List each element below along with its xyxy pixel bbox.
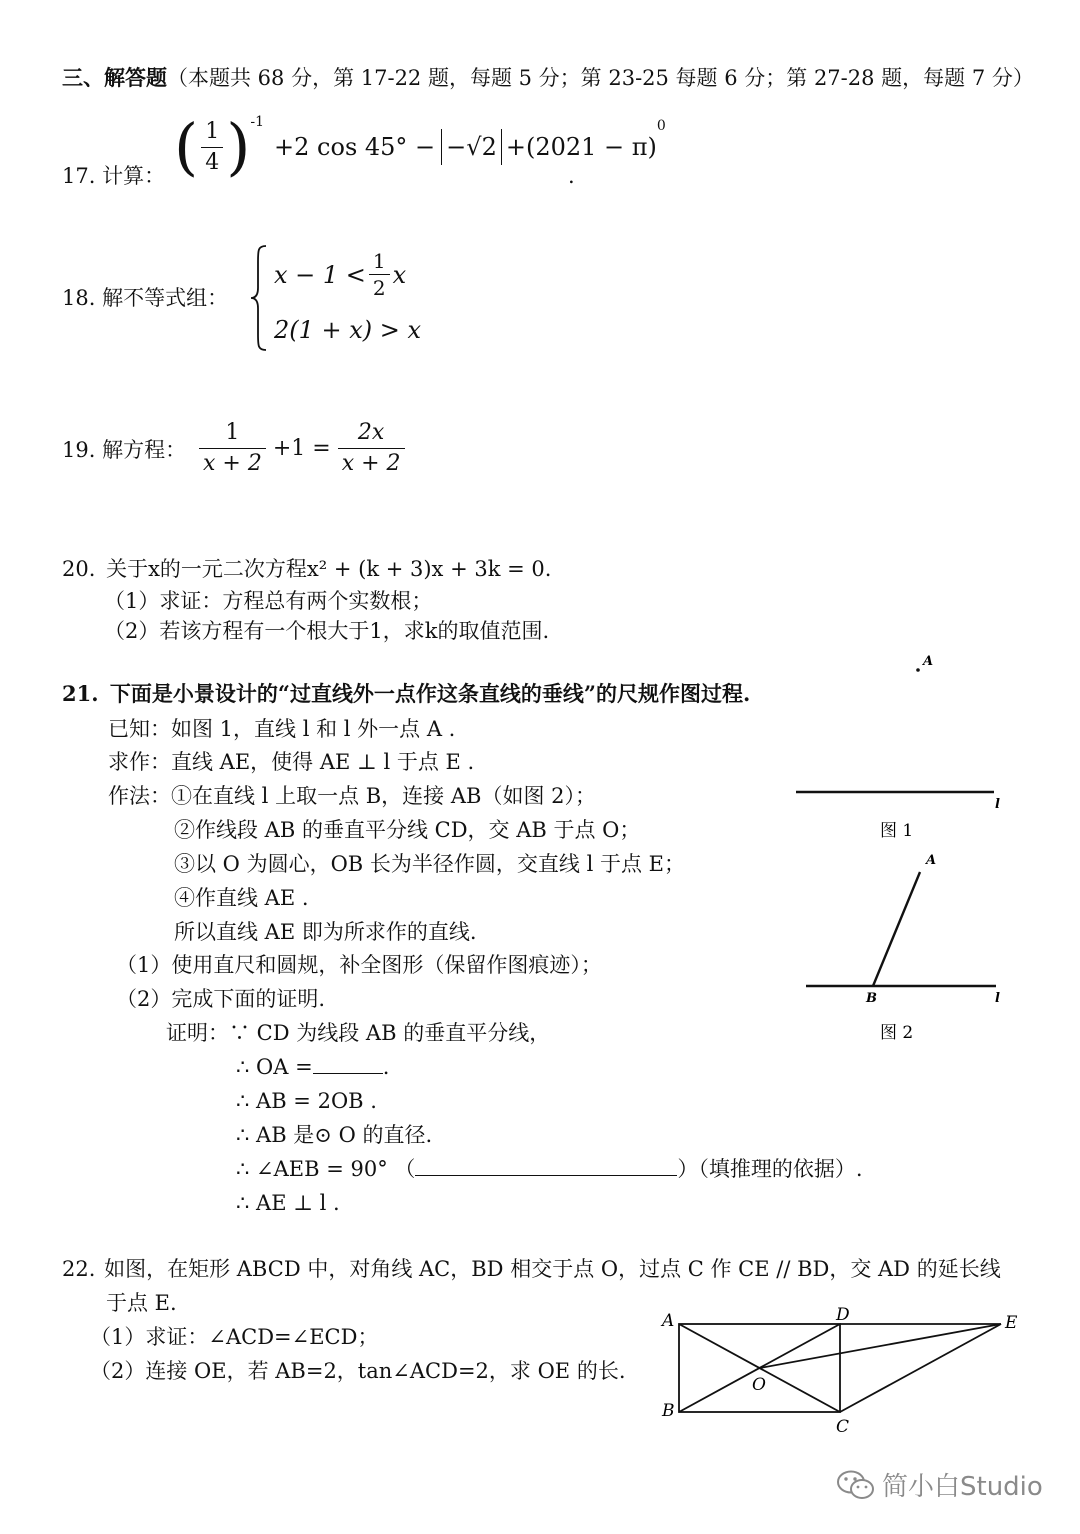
q21-proof-intro: 证明：∵ CD 为线段 AB 的垂直平分线，	[166, 1021, 551, 1045]
fig1-caption: 图 1	[880, 821, 914, 841]
q22-figure	[650, 1300, 1030, 1440]
q17-expression: ( $\frac{1}{4}$ ) $^{-1}$ +2 cos 45° − −√2 +(2021 − π) $^0$	[174, 110, 666, 183]
q18-label	[62, 284, 228, 312]
q21-title-text: 下面是小景设计的“过直线外一点作这条直线的垂线”的尺规作图过程.	[109, 681, 751, 706]
q20-part1: （1）求证：方程总有两个实数根；	[104, 589, 433, 613]
q19-equation	[196, 418, 408, 479]
q18-line2: 2(1 + x) > x	[274, 316, 422, 344]
q21-part1: （1）使用直尺和圆规，补全图形（保留作图痕迹）；	[116, 953, 602, 977]
answer-blank-1[interactable]	[313, 1073, 383, 1074]
segment-ce	[840, 1324, 1001, 1412]
figure-1	[796, 654, 1000, 841]
q21-proof-line5: ∴ AE ⊥ l .	[236, 1191, 340, 1215]
label-c: C	[836, 1417, 850, 1437]
watermark-text: 简小白Studio	[882, 1472, 1043, 1502]
q22-number: 22.	[62, 1257, 96, 1281]
q21-proof-line4-end: ）（填推理的依据）.	[677, 1157, 863, 1181]
q18-line1-right: x	[392, 260, 407, 289]
q17-frac-num: 1	[205, 118, 220, 144]
q21-known: 已知：如图 1，直线 l 和 l 外一点 A .	[108, 717, 456, 741]
q21-step2: ②作线段 AB 的垂直平分线 CD，交 AB 于点 O；	[174, 818, 641, 842]
q22-part1: （1）求证：∠ACD=∠ECD；	[90, 1325, 379, 1349]
watermark	[836, 1466, 1043, 1503]
q21-proof-line4-text: ∴ ∠AEB = 90° （	[236, 1157, 416, 1181]
segment-oe	[760, 1324, 1001, 1368]
q17-exp1: -1	[250, 114, 265, 130]
q21-part2: （2）完成下面的证明.	[116, 987, 326, 1011]
q22-part2: （2）连接 OE，若 AB=2，tan∠ACD=2，求 OE 的长.	[90, 1359, 626, 1383]
q21-conclusion: 所以直线 AE 即为所求作的直线.	[174, 920, 477, 944]
section-title: 三、解答题	[62, 65, 167, 90]
label-d: D	[836, 1305, 850, 1325]
q17-label	[62, 162, 165, 190]
q21-step3: ③以 O 为圆心，OB 长为半径作圆，交直线 l 于点 E；	[174, 852, 685, 876]
q17-frac-den: 4	[201, 147, 223, 178]
q22-stem-text: 如图，在矩形 ABCD 中，对角线 AC，BD 相交于点 O，过点 C 作 CE // BD，交 AD 的延长线	[104, 1257, 1001, 1281]
q17-end: .	[568, 164, 575, 188]
fig2-caption: 图 2	[880, 1023, 914, 1043]
fig2-segment-ab	[873, 872, 920, 986]
q19-left-den: x + 2	[199, 448, 266, 479]
q19-label	[62, 436, 186, 464]
q22-stem-line1	[62, 1255, 1001, 1283]
fig1-point-a	[916, 668, 920, 672]
q17-term4: +(2021 − π)	[505, 133, 657, 161]
q21-todo: 求作：直线 AE，使得 AE ⊥ l 于点 E .	[108, 750, 475, 774]
q20-part2: （2）若该方程有一个根大于1，求k的取值范围.	[104, 619, 550, 643]
q17-prompt: 计算：	[102, 164, 166, 188]
q19-right-den: x + 2	[338, 448, 405, 479]
q18-line1	[274, 248, 406, 301]
q17-exp2: 0	[656, 118, 666, 134]
q18-frac-den: 2	[369, 274, 390, 301]
q19-number: 19.	[62, 438, 96, 462]
label-b: B	[662, 1401, 675, 1421]
label-a: A	[662, 1311, 675, 1331]
q19-prompt: 解方程：	[102, 438, 187, 462]
fig1-label-l: l	[995, 797, 1000, 812]
q19-right-num: 2x	[357, 420, 385, 445]
q18-line1-left: x − 1 <	[274, 260, 366, 289]
fig1-label-a: A	[923, 654, 934, 669]
q21-number: 21.	[62, 681, 99, 706]
fig2-label-b: B	[866, 991, 877, 1006]
q19-middle: +1 =	[272, 436, 331, 461]
figure-2	[806, 853, 1000, 1043]
q20-number: 20.	[62, 557, 96, 581]
wechat-icon	[836, 1468, 876, 1502]
q21-proof-line4	[236, 1155, 863, 1183]
left-brace-icon	[248, 242, 270, 354]
q21-step4: ④作直线 AE .	[174, 886, 309, 910]
fig2-label-l: l	[995, 991, 1000, 1006]
q18-number: 18.	[62, 286, 96, 310]
q21-proof-line1-end: .	[382, 1055, 390, 1079]
q17-number: 17.	[62, 164, 96, 188]
q20-stem-text: 关于x的一元二次方程x² + (k + 3)x + 3k = 0.	[106, 557, 552, 581]
q19-left-num: 1	[225, 420, 240, 445]
q21-title	[62, 680, 750, 708]
q21-proof-line1	[236, 1053, 389, 1081]
label-e: E	[1005, 1313, 1018, 1333]
q18-frac-num: 1	[372, 249, 386, 273]
q22-stem-line2: 于点 E.	[106, 1291, 177, 1315]
q21-proof-line1-text: ∴ OA =	[236, 1055, 313, 1079]
section-note: （本题共 68 分，第 17-22 题，每题 5 分；第 23-25 每题 6 分；第 27-28 题，每题 7 分）	[167, 66, 1034, 90]
q17-term2: +2 cos 45° −	[274, 133, 436, 161]
q17-abs: −√2	[441, 129, 502, 165]
q20-stem	[62, 555, 551, 583]
label-o: O	[752, 1375, 766, 1395]
q21-proof-line3: ∴ AB 是⊙ O 的直径.	[236, 1123, 433, 1147]
q21-step1: 作法：①在直线 l 上取一点 B，连接 AB（如图 2）；	[108, 784, 596, 808]
q21-figures	[780, 640, 1040, 1060]
q18-prompt: 解不等式组：	[102, 286, 229, 310]
answer-blank-2[interactable]	[415, 1175, 677, 1176]
q21-proof-line2: ∴ AB = 2OB .	[236, 1089, 377, 1113]
section-header	[62, 64, 1034, 92]
fig2-label-a: A	[926, 853, 937, 868]
